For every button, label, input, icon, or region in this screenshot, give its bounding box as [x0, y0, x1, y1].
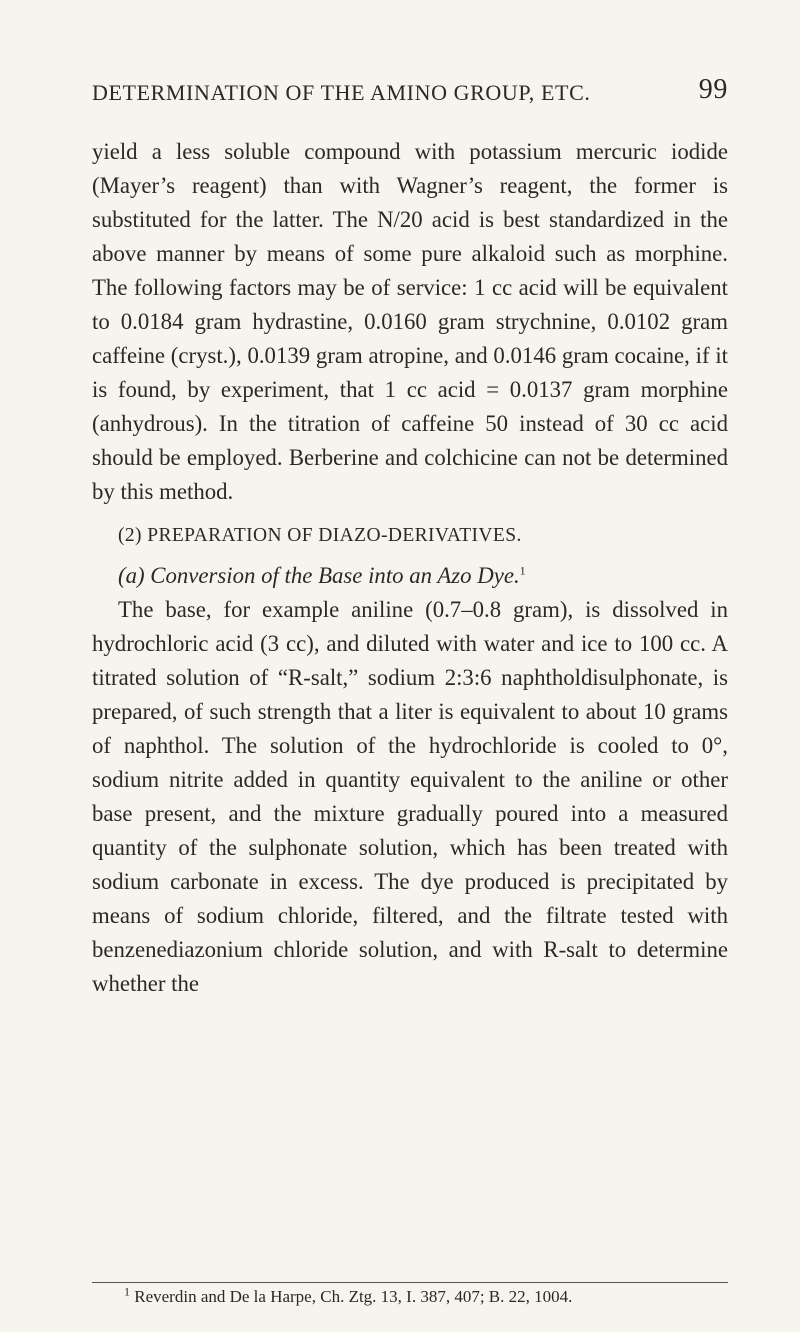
- footnote-reference[interactable]: 1: [519, 563, 526, 578]
- page-number: 99: [698, 74, 728, 105]
- subsection-label: (a): [118, 563, 145, 588]
- footnote-marker: 1: [124, 1284, 130, 1299]
- footnote-text: Reverdin and De la Harpe, Ch. Ztg. 13, I. 387, 407; B. 22, 1004.: [134, 1287, 573, 1306]
- section-heading: (2) PREPARATION OF DIAZO-DERIVATIVES.: [118, 525, 522, 546]
- paragraph-continued: yield a less soluble compound with potassium mercuric iodide (Mayer’s reagent) than with Wagner’s reagent, the former is substituted for the latter. The N/20 acid is best standardized in the above manner by means of some pure alkaloid such as morphine. The following factors may be of service: 1 cc acid will be equivalent to 0.0184 gram hydrastine, 0.0160 gram strychnine, 0.0102 gram caffeine (cryst.), 0.0139 gram atropine, and 0.0146 gram cocaine, if it is found, by experiment, that 1 cc acid = 0.0137 gram morphine (anhydrous). In the titration of caffeine 50 instead of 30 cc acid should be employed. Berberine and colchicine can not be determined by this method.: [92, 139, 728, 504]
- footnote-divider: [92, 1282, 728, 1283]
- paragraph-procedure: The base, for example aniline (0.7–0.8 gram), is dissolved in hydrochloric acid (3 cc), and diluted with water and ice to 100 cc. A titrated solution of “R-salt,” sodium 2:3:6 naphtholdisulphonate, is prepared, of such strength that a liter is equivalent to about 10 grams of naphthol. The solution of the hydrochloride is cooled to 0°, sodium nitrite added in quantity equivalent to the aniline or other base present, and the mixture gradually poured into a measured quantity of the sulphonate solution, which has been treated with sodium carbonate in excess. The dye produced is precipitated by means of sodium chloride, filtered, and the filtrate tested with benzenediazonium chloride solution, and with R-salt to determine whether the: [92, 597, 728, 996]
- body-text: [92, 135, 728, 1001]
- subsection-heading: [92, 559, 728, 593]
- subsection-title: Conversion of the Base into an Azo Dye.: [150, 563, 520, 588]
- running-header: [92, 74, 728, 114]
- running-title: DETERMINATION OF THE AMINO GROUP, ETC.: [92, 80, 591, 105]
- footnote: [124, 1286, 728, 1308]
